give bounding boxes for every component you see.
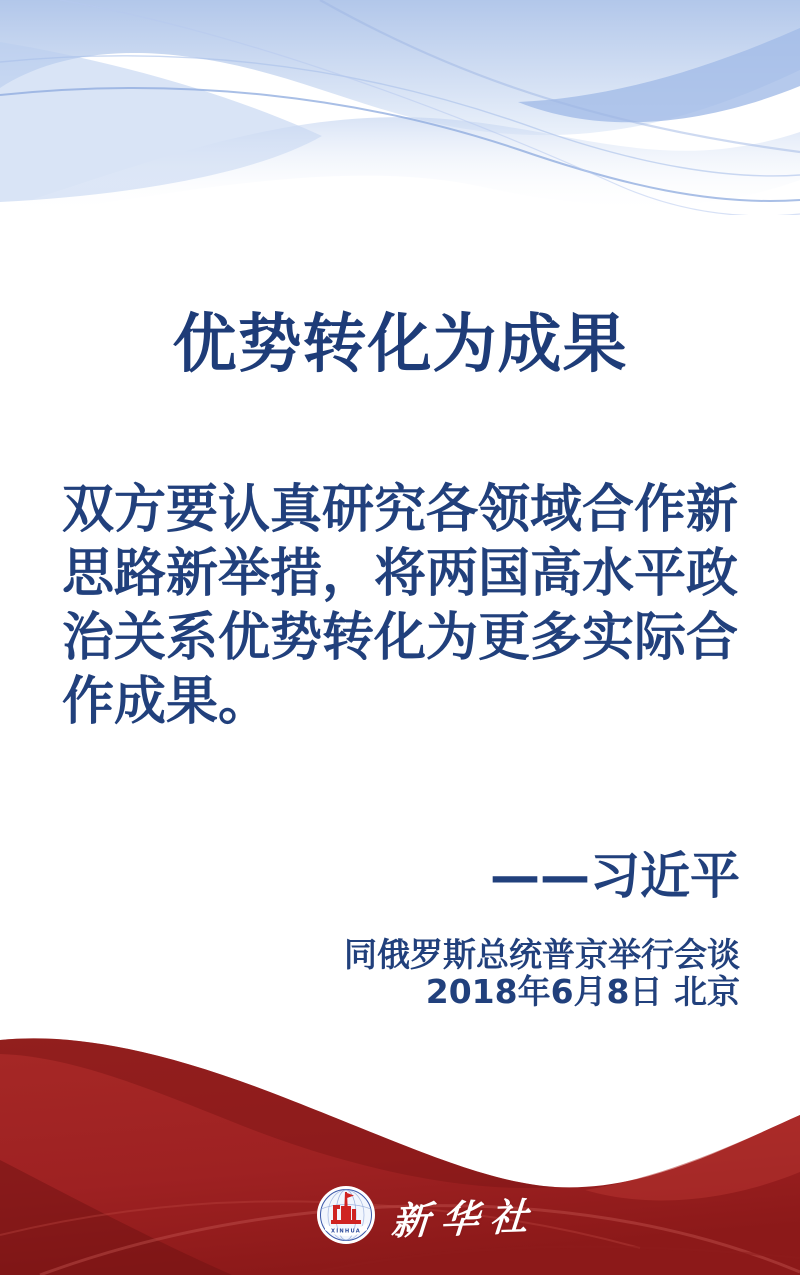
dateline: 2018年6月8日 北京 (425, 972, 740, 1011)
xinhua-emblem-icon (316, 1185, 376, 1245)
blue-silk-wave-decoration (0, 0, 800, 215)
quote-line: 双方要认真研究各领域合作新 (62, 480, 739, 540)
event-line: 同俄罗斯总统普京举行会谈 (344, 935, 740, 974)
emblem-latin-text: XINHUA (331, 1228, 361, 1235)
xinhua-logo (316, 1185, 539, 1245)
quote-attribution: ——习近平 (490, 847, 740, 905)
quote-line: 作成果。 (62, 672, 271, 732)
xinhua-wordmark: 新华社 (389, 1193, 541, 1244)
poster-title: 优势转化为成果 (172, 308, 628, 382)
quote-line: 思路新举措，将两国高水平政 (62, 544, 739, 604)
quote-line: 治关系优势转化为更多实际合 (62, 608, 739, 668)
source-block (344, 936, 740, 1010)
quote-body (62, 478, 752, 734)
